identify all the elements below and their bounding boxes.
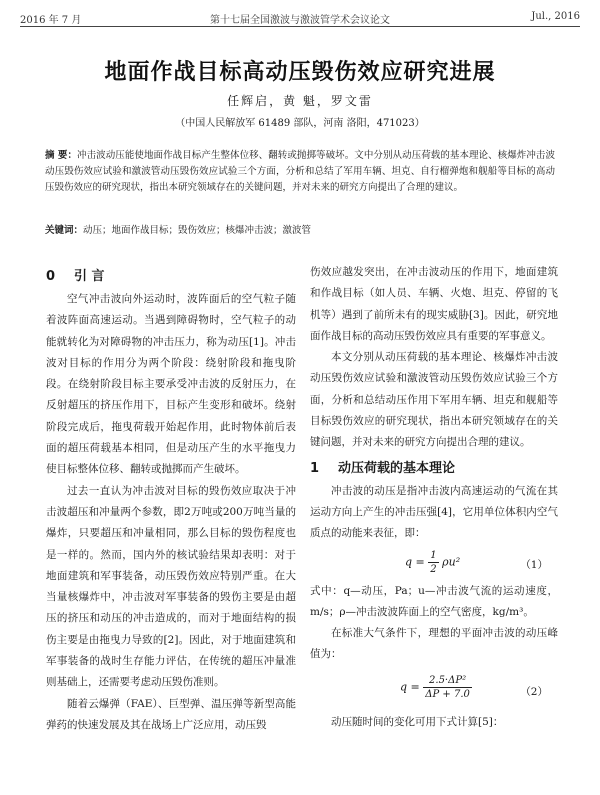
header-date: 2016 年 7 月 [20,15,82,26]
section-1-heading [310,458,558,479]
running-header [20,8,580,27]
equation-1 [310,545,558,581]
paper-title: 地面作战目标高动压毁伤效应研究进展 [104,60,496,85]
intro-paragraph-1: 空气冲击波向外运动时，波阵面后的空气粒子随着波阵面高速运动。当遇到障碍物时，空气粒子的动能就转化为对障碍物的冲击压力，称为动压[1]。冲击波对目标的作用分为两个阶段：绕射阶段和拖曳阶段。在绕射阶段目标主要承受冲击波的反射压力，在反射超压的挤压作用下，目标产生变形和破坏。绕射阶段完成后，拖曳荷载开始起作用，此时物体前后表面的超压荷载基本相同，但是动压产生的水平拖曳力使目标整体位移、翻转或抛掷而产生破坏。 [46,293,296,476]
section-1-number: 1 [310,460,320,476]
keywords-text: 动压；地面作战目标；毁伤效应；核爆冲击波；激波管 [83,225,312,236]
eq2-fraction [423,674,472,701]
eq2-numerator: 2.5·ΔP² [423,674,472,688]
section-0-heading [46,266,296,287]
abstract-text: 冲击波动压能使地面作战目标产生整体位移、翻转或抛掷等破坏。文中分别从动压荷载的基本理论、核爆炸冲击波动压毁伤效应试验和激波管动压毁伤效应试验三个方面，分析和总结了军用车辆、坦克、自行榴弹炮和舰船等目标的高动压毁伤效应的研究现状，指出本研究领域存在的关键问题，并对未来的研究方向提出了合理的建议。 [45,150,555,193]
theory-paragraph-3: 动压随时间的变化可用下式计算[5]： [331,715,504,728]
eq1-lhs: q = [405,555,425,569]
eq1-denominator: 2 [430,563,437,575]
affiliation: （中国人民解放军 61489 部队，河南 洛阳，471023） [175,118,425,129]
theory-paragraph-1: 冲击波的动压是指冲击波内高速运动的气流在其运动方向上产生的冲击压强[4]，它用单位体积内空气质点的动能来表征，即： [310,484,558,540]
eq1-fraction [428,549,438,576]
intro-paragraph-2: 过去一直认为冲击波对目标的毁伤效应取决于冲击波超压和冲量两个参数，即2万吨或200万吨当量的爆炸，只要超压和冲量相同，那么目标的毁伤程度也是一样的。然而，国内外的核试验结果却表明：对于地面建筑和军事装备，动压毁伤效应特别严重。在大当量核爆炸中，冲击波对军事装备的毁伤主要是由超压的挤压和动压的冲击造成的，而对于地面结构的损伤主要是由拖曳力导致的[2]。因此，对于地面建筑和军事装备的战时生存能力评估，在传统的超压冲量准则基础上，还需要考虑动压毁伤准则。 [46,484,296,689]
right-column [310,262,558,733]
header-conference: 第十七届全国激波与激波管学术会议论文 [210,15,390,26]
section-0-number: 0 [46,269,56,284]
intro-paragraph-3-cont: 伤效应越发突出，在冲击波动压的作用下，地面建筑和作战目标（如人员、车辆、火炮、坦克、停留的飞机等）遇到了前所未有的现实威胁[3]。因此，研究地面作战目标的高动压毁伤效应具有重要的军事意义。 [310,266,558,342]
abstract [45,148,555,196]
eq2-tag: （2） [520,685,548,698]
theory-paragraph-2: 在标准大气条件下，理想的平面冲击波的动压峰值为： [310,627,558,661]
eq2-lhs: q = [400,680,420,694]
keywords [45,222,555,236]
abstract-label: 摘 要： [45,150,78,161]
eq1-numerator: 1 [430,549,437,561]
intro-paragraph-4: 本文分别从动压荷载的基本理论、核爆炸冲击波动压毁伤效应试验和激波管动压毁伤效应试验三个方面，分析和总结动压作用下军用车辆、坦克和舰船等目标毁伤效应的研究现状，指出本研究领域存在的关键问题，并对未来的研究方向提出合理的建议。 [310,351,558,449]
eq1-tag: （1） [520,558,548,571]
intro-paragraph-3: 随着云爆弹（FAE）、巨型弹、温压弹等新型高能弹药的快速发展及其在战场上广泛应用，动压毁 [46,697,296,731]
eq1-rhs: ρu² [442,555,461,569]
keywords-label: 关键词： [45,225,84,236]
symbol-definitions: 式中：q—动压，Pa；u—冲击波气流的运动速度，m/s；ρ—冲击波波阵面上的空气密度，kg/m³。 [310,584,558,618]
section-1-title: 动压荷载的基本理论 [338,460,456,476]
equation-2 [310,666,558,712]
authors: 任辉启，黄 魁，罗文雷 [227,94,373,108]
left-column [46,262,296,736]
header-date-en: Jul., 2016 [531,11,580,22]
section-0-title: 引 言 [74,269,105,284]
eq2-denominator: ΔP + 7.0 [425,688,470,700]
